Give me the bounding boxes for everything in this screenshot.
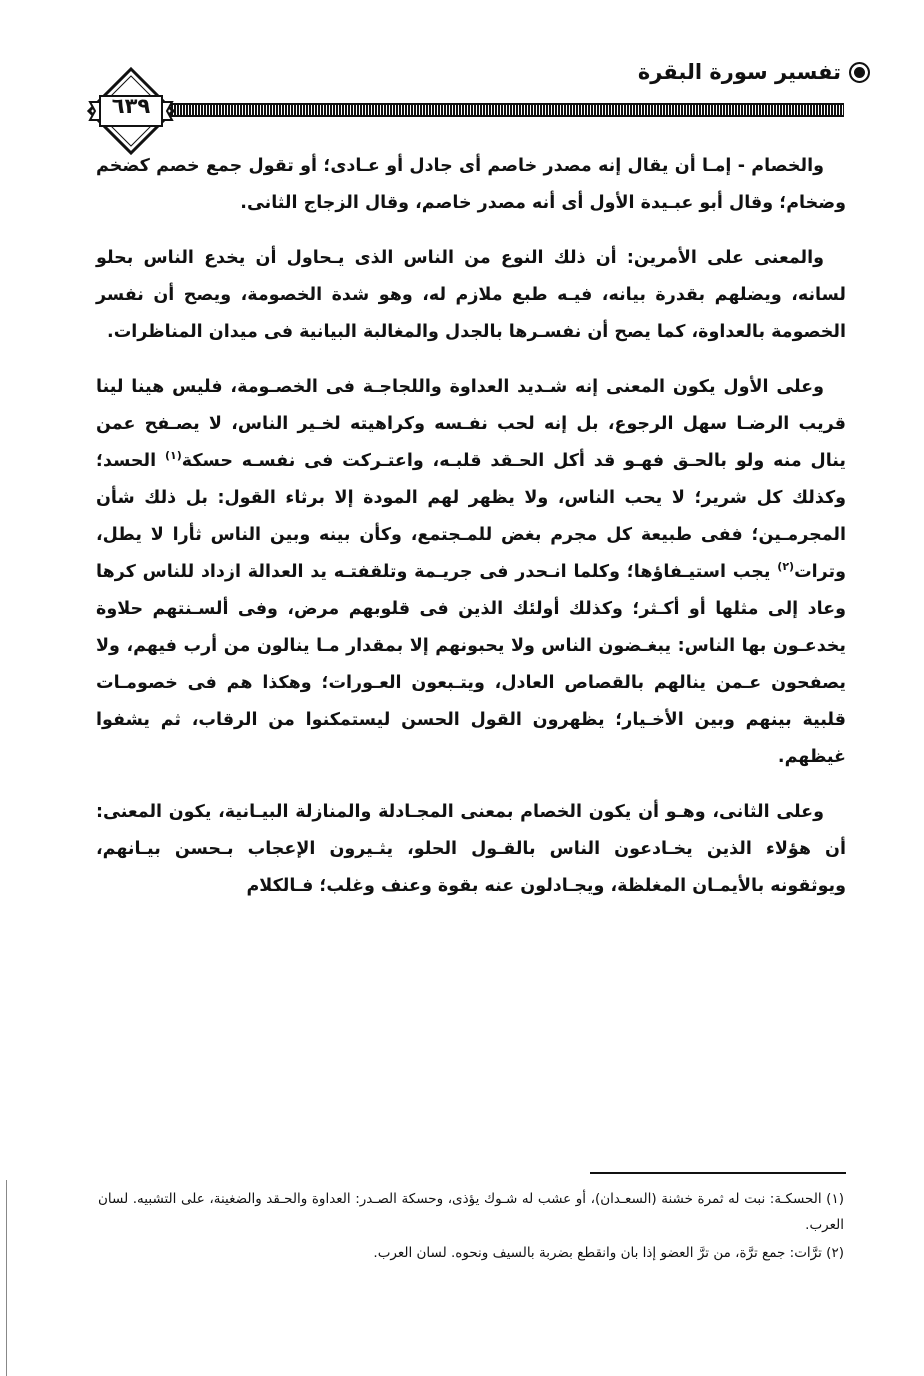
footnote-2: (٢) ترَّات: جمع ترَّة، من ترَّ العضو إذا بان وانقطع بضربة بالسيف ونحوه. لسان العرب. — [373, 1245, 844, 1261]
footnote-1: (١) الحسكـة: نبت له ثمرة خشنة (السعـدان)، أو عشب له شـوك يؤذى، وحسكة الصـدر: العداوة والحـقد والضغينة، على التشبيه. لسان العرب. — [98, 1191, 844, 1233]
page-number-badge — [86, 66, 176, 156]
footnote-ref-1: (١) — [164, 449, 182, 463]
page-number: ٦٣٩ — [111, 94, 151, 118]
paragraph — [96, 794, 846, 905]
body-text — [96, 148, 846, 923]
footnote-ref-2: (٢) — [777, 560, 795, 574]
paragraph-text: والمعنى على الأمرين: أن ذلك النوع من الناس الذى يـحاول أن يخدع الناس بحلو لسانه، ويضلهم بقدرة بيانه، فيـه طبع ملازم له، وهو شدة الخصومة، ويصح أن نفسر الخصومة بالعداوة، كما يصح أن نفسـرها بالجدل والمغالبة البيانية فى ميدان المناظرات. — [96, 248, 846, 342]
header-ornamental-rule — [162, 103, 844, 117]
paragraph — [96, 369, 846, 776]
footnotes — [98, 1186, 844, 1268]
running-header — [638, 60, 870, 84]
paragraph-text: والخصام - إمـا أن يقال إنه مصدر خاصم أى جادل أو عـادى؛ أو تقول جمع خصم كضخم وضخام؛ وقال أبو عبـيدة الأول أى أنه مصدر خاصم، وقال الزجاج الثانى. — [96, 156, 846, 213]
paragraph-text: وعلى الثانى، وهـو أن يكون الخصام بمعنى المجـادلة والمنازلة البيـانية، يكون المعنى: أن هؤلاء الذين يخـادعون الناس بالقـول الحلو، يثـيرون الإعجاب بـحسن بيـانهم، ويوثقونه بالأيمـان المغلظة، ويجـادلون عنه بقوة وعنف وغلب؛ فـالكلام — [96, 802, 846, 896]
paragraph-text: وعلى الأول يكون المعنى إنه شـديد العداوة واللجاجـة فى الخصـومة، فليس هينا لينا قريب الرضـا سهل الرجوع، بل إنه لحب نفـسه وكراهيته لخـير الناس، لا يصـفح عمن ينال منه ولو بالحـق فهـو قد أكل الحـقد قلبـه، واعتـركت فى نفسـه حسكة — [96, 377, 846, 471]
bullet-icon — [849, 62, 870, 83]
footnote-separator — [590, 1172, 846, 1174]
paragraph-text: الحسد؛ وكذلك كل شرير؛ لا يحب الناس، ولا يظهر لهم المودة إلا برثاء القول: بل ذلك شأن المجرمـين؛ ففى طبيعة كل مجرم بغض للمـجتمع، وكأن بينه وبين الناس ثأرا لا يطل، وترات — [96, 451, 846, 582]
header-title: تفسير سورة البقرة — [637, 60, 841, 84]
page-edge-line — [6, 1180, 7, 1376]
paragraph — [96, 148, 846, 222]
paragraph — [96, 240, 846, 351]
paragraph-text: يجب استيـفاؤها؛ وكلما انـحدر فى جريـمة وتلقفتـه يد العدالة ازداد للناس كرها وعاد إلى مثلها أو أكـثر؛ وكذلك أولئك الذين فى قلوبهم مرض، وفى ألسـنتهم حلاوة يخدعـون بها الناس: يبغـضون الناس ولا يحبونهم إلا بمقدار مـا ينالون من أرب فيهم، ولا يصفحون عـمن ينالهم بالقصاص العادل، ويتـبعون العـورات؛ وهكذا هم فى خصومـات قلبية بينهم وبين الأخـيار؛ يظهرون القول الحسن ليستمكنوا من الرقاب، ثم يشفوا غيظهم. — [96, 562, 846, 767]
